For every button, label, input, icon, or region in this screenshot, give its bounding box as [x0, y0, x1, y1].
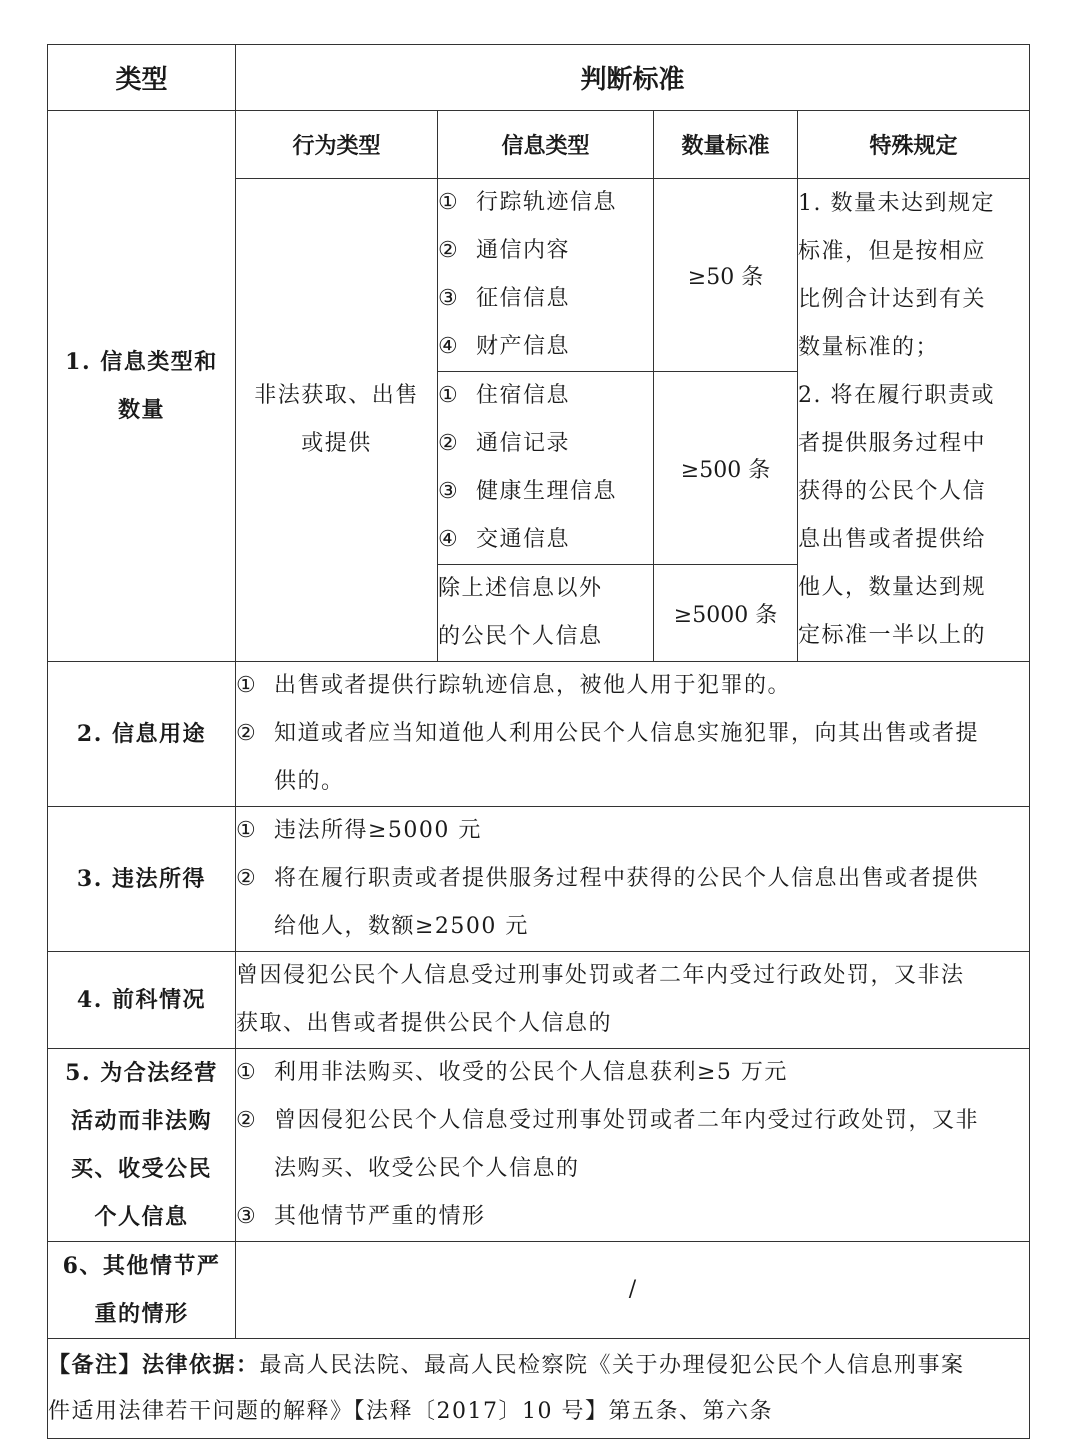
note-line-1: 最高人民法院、最高人民检察院《关于办理侵犯公民个人信息刑事案 [259, 1353, 965, 1378]
header-criteria: 判断标准 [236, 45, 1030, 111]
business-purchase-content [236, 1049, 1030, 1242]
header-row [48, 45, 1030, 111]
behavior-cell: 非法获取、出售 或提供 [236, 179, 438, 662]
list-item: ① 住宿信息 [438, 383, 571, 408]
list-item: ① 违法所得≥5000 元 [236, 818, 482, 843]
list-item: ① 行踪轨迹信息 [438, 190, 618, 215]
quantity-group-1: ≥50 条 [654, 179, 798, 372]
list-item: ① 利用非法购买、收受的公民个人信息获利≥5 万元 [236, 1060, 788, 1085]
other-serious-content: / [236, 1242, 1030, 1339]
sub-header-quantity: 数量标准 [654, 111, 798, 179]
prior-record-content: 曾因侵犯公民个人信息受过刑事处罚或者二年内受过行政处罚，又非法 获取、出售或者提供公民个人信息的 [236, 952, 1030, 1049]
category-business-purchase: 5. 为合法经营 活动而非法购 买、收受公民 个人信息 [48, 1049, 236, 1242]
sub-header-info-type: 信息类型 [438, 111, 654, 179]
quantity-group-3: ≥5000 条 [654, 565, 798, 662]
info-group-1 [438, 179, 654, 372]
list-item: ② 知道或者应当知道他人利用公民个人信息实施犯罪，向其出售或者提 供的。 [236, 721, 980, 794]
list-item: ④ 交通信息 [438, 527, 571, 552]
row-prior-record [48, 952, 1030, 1049]
criteria-table [47, 44, 1030, 1439]
row-business-purchase [48, 1049, 1030, 1242]
illegal-gains-content [236, 807, 1030, 952]
quantity-group-2: ≥500 条 [654, 372, 798, 565]
category-prior-record: 4. 前科情况 [48, 952, 236, 1049]
list-item: ② 通信内容 [438, 238, 571, 263]
list-item: ① 出售或者提供行踪轨迹信息，被他人用于犯罪的。 [236, 673, 792, 698]
sub-header-row [48, 111, 1030, 179]
info-group-2 [438, 372, 654, 565]
note-line-2: 件适用法律若干问题的解释》【法释〔2017〕10 号】第五条、第六条 [48, 1399, 773, 1424]
note-cell [48, 1339, 1030, 1439]
special-provisions: 1. 数量未达到规定 标准，但是按相应 比例合计达到有关 数量标准的； 2. 将在履行职责或 者提供服务过程中 获得的公民个人信 息出售或者提供给 他人，数量达到规 定标准一半以上的 [798, 179, 1030, 662]
row-other-serious [48, 1242, 1030, 1339]
info-group-3: 除上述信息以外 的公民个人信息 [438, 565, 654, 662]
list-item: ③ 其他情节严重的情形 [236, 1204, 486, 1229]
category-illegal-gains: 3. 违法所得 [48, 807, 236, 952]
note-label: 【备注】法律依据： [48, 1352, 260, 1378]
category-info-type-quantity: 1. 信息类型和 数量 [48, 111, 236, 662]
row-info-usage [48, 662, 1030, 807]
header-type: 类型 [48, 45, 236, 111]
list-item: ② 曾因侵犯公民个人信息受过刑事处罚或者二年内受过行政处罚，又非 法购买、收受公民个人信息的 [236, 1108, 980, 1181]
list-item: ③ 征信信息 [438, 286, 571, 311]
list-item: ③ 健康生理信息 [438, 479, 618, 504]
sub-header-behavior: 行为类型 [236, 111, 438, 179]
note-row [48, 1339, 1030, 1439]
list-item: ④ 财产信息 [438, 334, 571, 359]
list-item: ② 将在履行职责或者提供服务过程中获得的公民个人信息出售或者提供 给他人，数额≥2500 元 [236, 866, 980, 939]
category-other-serious: 6、其他情节严 重的情形 [48, 1242, 236, 1339]
list-item: ② 通信记录 [438, 431, 571, 456]
info-usage-content [236, 662, 1030, 807]
row-illegal-gains [48, 807, 1030, 952]
category-info-usage: 2. 信息用途 [48, 662, 236, 807]
sub-header-special: 特殊规定 [798, 111, 1030, 179]
